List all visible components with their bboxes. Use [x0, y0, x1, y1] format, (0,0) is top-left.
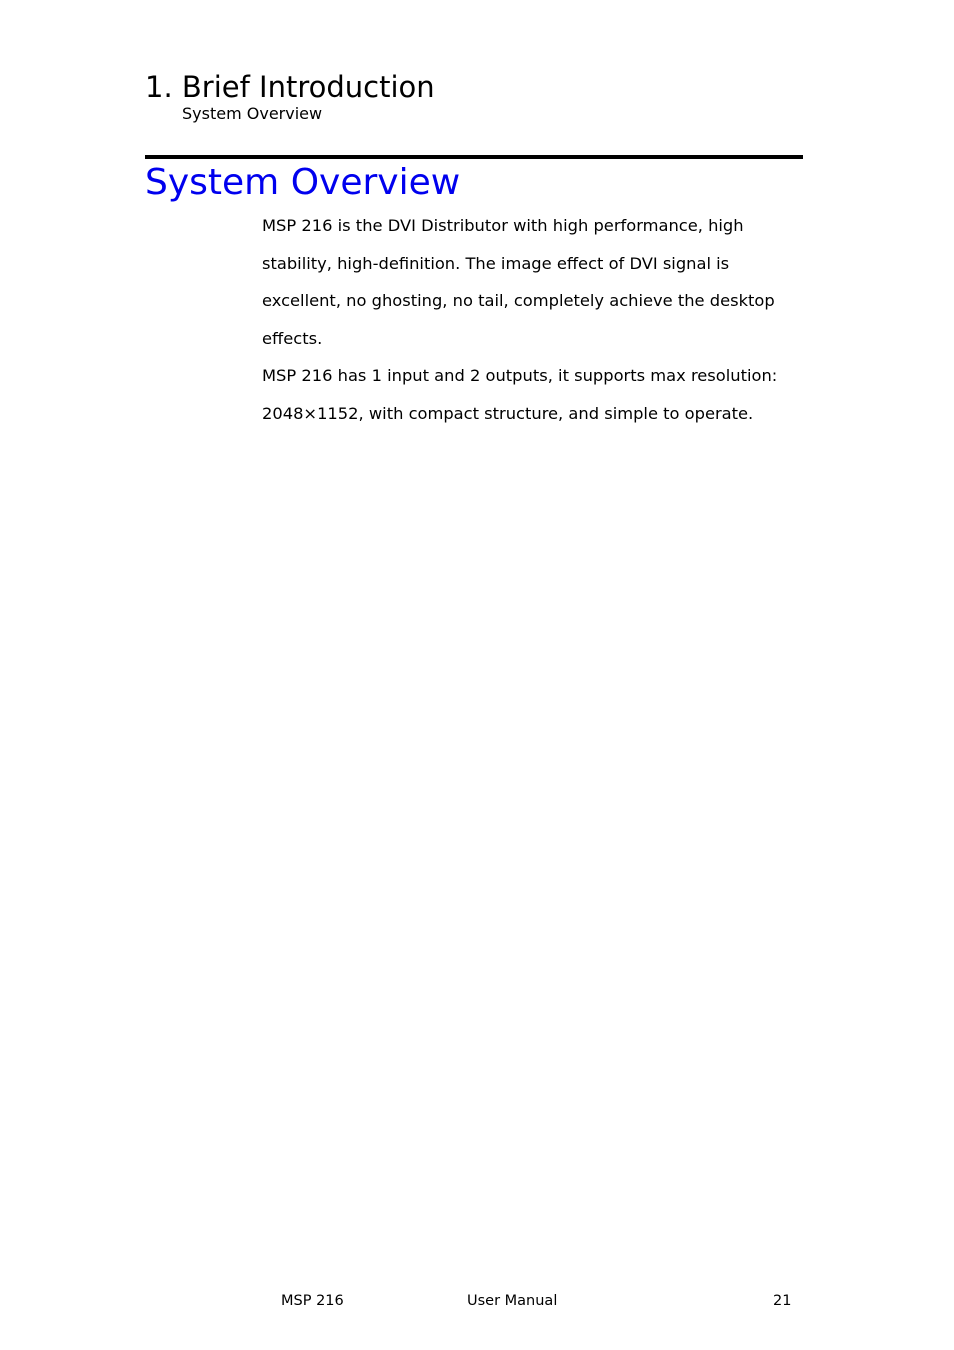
body-line: stability, high-definition. The image effect of DVI signal is — [262, 253, 730, 273]
body-line: MSP 216 has 1 input and 2 outputs, it supports max resolution: — [262, 366, 778, 385]
section-title: System Overview — [145, 162, 461, 203]
chapter-title: 1. Brief Introduction — [145, 70, 435, 104]
body-line: MSP 216 is the DVI Distributor with high performance, high — [262, 216, 744, 235]
body-line: excellent, no ghosting, no tail, completely achieve the desktop — [262, 291, 775, 310]
footer-document-name: User Manual — [467, 1293, 558, 1309]
body-line: 2048×1152, with compact structure, and simple to operate. — [262, 403, 754, 423]
chapter-subtitle: System Overview — [182, 104, 323, 123]
section-body — [262, 207, 807, 432]
section-divider — [145, 155, 803, 159]
footer-product-name: MSP 216 — [281, 1293, 344, 1309]
footer-page-number: 21 — [773, 1293, 792, 1309]
body-line: effects. — [262, 328, 323, 348]
